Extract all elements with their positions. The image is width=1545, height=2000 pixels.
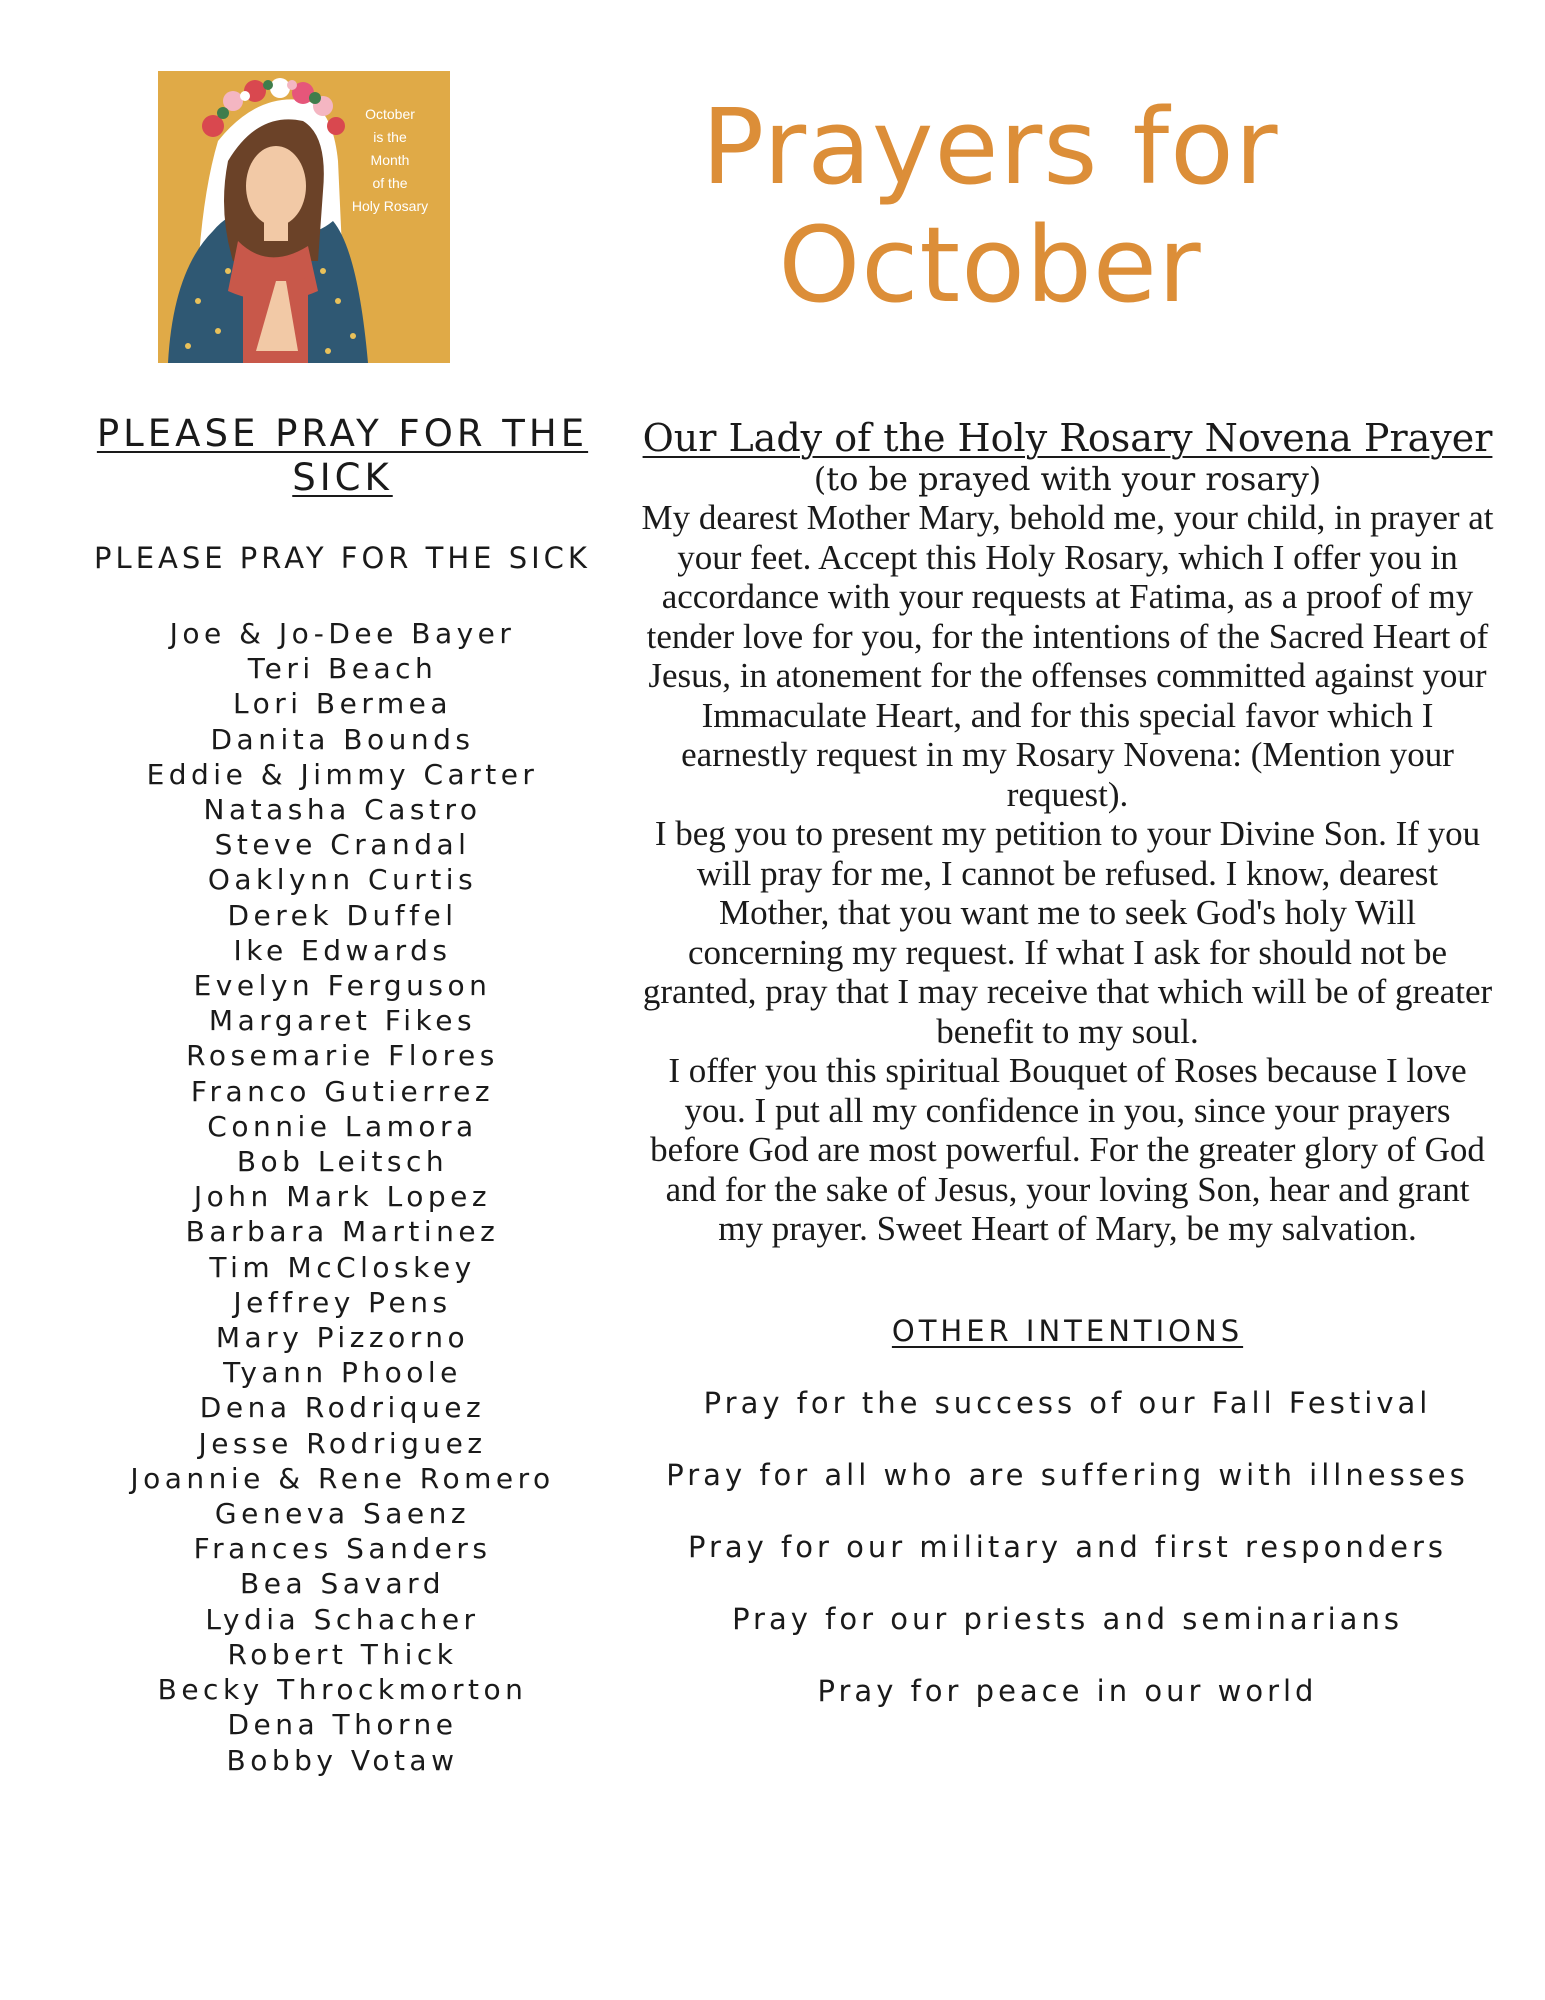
sick-name-item: Danita Bounds (210, 722, 475, 756)
sick-name-item: Dena Rodriquez (199, 1391, 486, 1425)
poster-caption (340, 103, 440, 218)
sick-name-item: Natasha Castro (203, 793, 482, 827)
sick-name-item: Tim McCloskey (209, 1250, 476, 1284)
sick-name-item: Becky Throckmorton (157, 1673, 528, 1707)
sick-name-item: Bobby Votaw (226, 1743, 459, 1777)
page-title-line-2: October (778, 204, 1202, 326)
sick-name-item: Franco Gutierrez (190, 1074, 495, 1108)
intention-item: Pray for peace in our world (817, 1673, 1318, 1708)
sick-name-item: Margaret Fikes (208, 1004, 477, 1038)
sick-name-item: Tyann Phoole (223, 1356, 462, 1390)
sick-name-item: Bob Leitsch (236, 1145, 449, 1179)
sick-name-item: Derek Duffel (227, 898, 458, 932)
poster-caption-line: Month (370, 152, 410, 168)
intention-item: Pray for our military and first responders (688, 1529, 1447, 1564)
sick-name-item: Evelyn Ferguson (193, 969, 492, 1003)
sick-name-item: Jeffrey Pens (233, 1285, 452, 1319)
sick-name-item: Teri Beach (247, 652, 438, 686)
novena-paragraph: My dearest Mother Mary, behold me, your child, in prayer at your feet. Accept this Holy Rosary, which I offer you in accordance with your requests at Fatima, as a proof of my tender love for you, for the intentions of the Sacred Heart of Jesus, in atonement for the offenses committed against your Immaculate Heart, and for this special favor which I earnestly request in my Rosary Novena: (Mention your request). (641, 498, 1494, 814)
intention-item: Pray for all who are suffering with illnesses (666, 1457, 1469, 1492)
sick-name-item: Mary Pizzorno (215, 1321, 470, 1355)
page-title-line-1: Prayers for (701, 86, 1279, 208)
novena-subtitle: (to be prayed with your rosary) (813, 460, 1322, 498)
sick-name-item: Joannie & Rene Romero (130, 1461, 555, 1495)
sick-subheading: PLEASE PRAY FOR THE SICK (94, 541, 591, 575)
sick-name-item: Ike Edwards (233, 933, 452, 967)
mary-illustration (158, 71, 450, 363)
sick-name-item: Eddie & Jimmy Carter (146, 757, 539, 791)
sick-name-item: Lydia Schacher (205, 1602, 480, 1636)
sick-name-item: Robert Thick (227, 1637, 458, 1671)
sick-name-item: Connie Lamora (207, 1109, 478, 1143)
sick-name-item: Rosemarie Flores (186, 1039, 499, 1073)
intention-item: Pray for the success of our Fall Festival (703, 1385, 1432, 1420)
sick-name-item: Geneva Saenz (214, 1497, 471, 1531)
sick-name-item: Steve Crandal (214, 828, 471, 862)
poster-caption-line: of the (372, 175, 408, 191)
sick-heading: PLEASE PRAY FOR THE SICK (96, 412, 589, 499)
other-intentions-heading: OTHER INTENTIONS (891, 1313, 1244, 1348)
other-intentions-list (640, 1385, 1495, 1709)
poster-caption-line: is the (373, 129, 407, 145)
sick-name-item: John Mark Lopez (193, 1180, 492, 1214)
sick-name-item: Bea Savard (240, 1567, 445, 1601)
intention-item: Pray for our priests and seminarians (732, 1601, 1403, 1636)
novena-paragraph: I offer you this spiritual Bouquet of Roses because I love you. I put all my confidence in you, since your prayers before God are most powerful. For the greater glory of God and for the sake of Jesus, your loving Son, hear and grant my prayer. Sweet Heart of Mary, be my salvation. (650, 1051, 1485, 1248)
novena-paragraph: I beg you to present my petition to your Divine Son. If you will pray for me, I cannot be refused. I know, dearest Mother, that you want me to seek God's holy Will concerning my request. If what I ask for should not be granted, pray that I may receive that which will be of greater benefit to my soul. (642, 814, 1493, 1051)
sick-name-item: Jesse Rodriguez (198, 1426, 487, 1460)
sick-name-item: Oaklynn Curtis (207, 863, 478, 897)
sick-list-section (60, 412, 625, 1778)
sick-name-item: Barbara Martinez (185, 1215, 500, 1249)
novena-title: Our Lady of the Holy Rosary Novena Prayer (642, 416, 1493, 460)
poster-caption-line: Holy Rosary (351, 198, 429, 214)
novena-section (640, 416, 1495, 1745)
page-title (560, 88, 1420, 324)
sick-name-item: Joe & Jo-Dee Bayer (169, 617, 516, 650)
sick-name-item: Dena Thorne (227, 1708, 458, 1742)
novena-body (640, 498, 1495, 1249)
sick-names-list (60, 616, 625, 1778)
poster-caption-line: October (365, 106, 415, 122)
sick-name-item: Lori Bermea (232, 687, 453, 721)
sick-name-item: Frances Sanders (193, 1532, 492, 1566)
